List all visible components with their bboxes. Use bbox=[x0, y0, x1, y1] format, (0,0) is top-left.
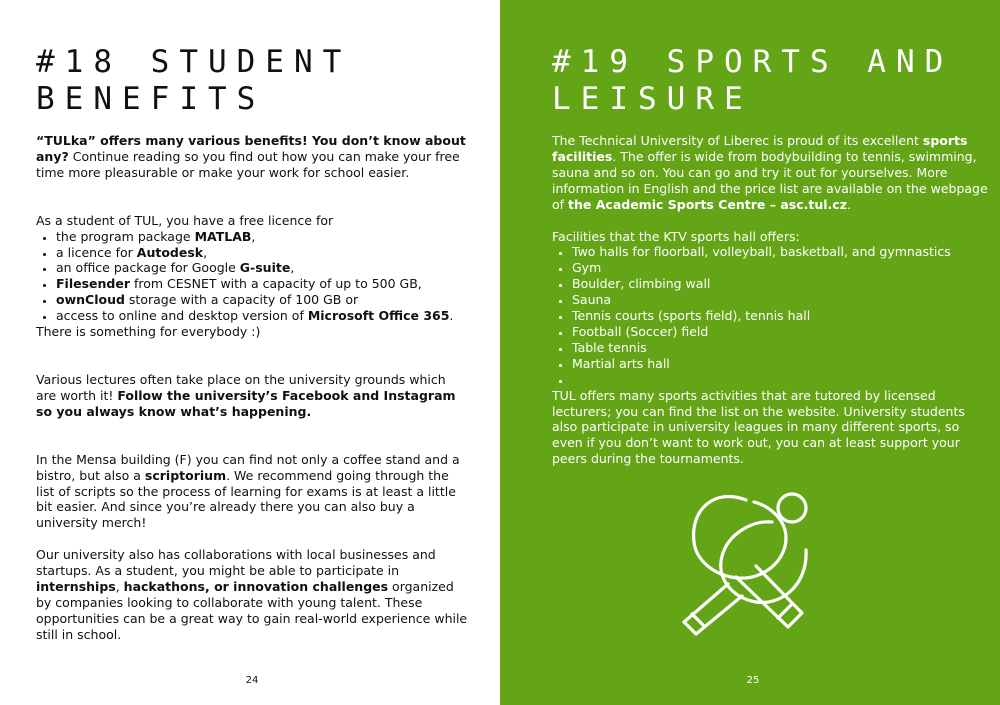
ping-pong-icon bbox=[676, 480, 836, 640]
page-title: #18 STUDENT BENEFITS bbox=[36, 44, 352, 117]
list-item: • access to online and desktop version of Microsoft Office 365. bbox=[56, 308, 468, 324]
intro-bold: “TULka” offers many various benefits! You don’t know about any? bbox=[36, 133, 466, 164]
licence-outro: There is something for everybody :) bbox=[36, 324, 261, 340]
licence-intro: As a student of TUL, you have a free licence for bbox=[36, 212, 334, 228]
page-number: 24 bbox=[245, 675, 259, 686]
intro-paragraph bbox=[36, 133, 468, 181]
intro-text: Continue reading so you find out how you can make your free time more pleasurable or make your work for school easier. bbox=[36, 148, 460, 180]
list-item: • a licence for Autodesk, bbox=[56, 245, 468, 261]
page-body bbox=[552, 133, 988, 467]
licence-list bbox=[36, 229, 468, 324]
list-item: • Boulder, climbing wall bbox=[572, 276, 988, 292]
list-item: • Table tennis bbox=[572, 340, 988, 356]
sports-intro-paragraph: The Technical University of Liberec is proud of its excellent sports facilities. The offer is wide from bodybuilding to tennis, swimming, sauna and so on. You can go and try it out for yourselves. More information in English and the price list are available on the webpage of the Academic Sports Centre – asc.tul.cz. bbox=[552, 133, 988, 212]
list-item: • Martial arts hall bbox=[572, 356, 988, 372]
list-item: • Sauna bbox=[572, 292, 988, 308]
list-item: • Gym bbox=[572, 260, 988, 276]
list-item: • the program package MATLAB, bbox=[56, 229, 468, 245]
lectures-paragraph: Various lectures often take place on the university grounds which are worth it! Follow the university’s Facebook and Instagram so you always know what’s happening. bbox=[36, 371, 456, 419]
collaboration-paragraph: Our university also has collaborations with local businesses and startups. As a student, you might be able to participate in internships, hackathons, or innovation challenges organized by companies looking to collaborate with young talent. These opportunities can be a great way to gain real-world experience while still in school. bbox=[36, 547, 468, 642]
list-item: • ownCloud storage with a capacity of 100 GB or bbox=[56, 292, 468, 308]
list-item: • Two halls for floorball, volleyball, basketball, and gymnastics bbox=[572, 244, 988, 260]
list-item: • an office package for Google G-suite, bbox=[56, 260, 468, 276]
facilities-intro: Facilities that the KTV sports hall offers: bbox=[552, 228, 800, 244]
page-number: 25 bbox=[746, 675, 760, 686]
mensa-paragraph: In the Mensa building (F) you can find not only a coffee stand and a bistro, but also a scriptorium. We recommend going through the list of scripts so the process of learning for exams is at least a little bit easier. And since you’re already there you can also buy a university merch! bbox=[36, 451, 460, 531]
page-body bbox=[36, 133, 468, 643]
page-title: #19 SPORTS AND LEISURE bbox=[552, 44, 954, 117]
list-item bbox=[572, 372, 988, 388]
list-item: • Tennis courts (sports field), tennis hall bbox=[572, 308, 988, 324]
sports-outro-paragraph: TUL offers many sports activities that are tutored by licensed lecturers; you can find the list on the website. University students also participate in university leagues in many different sports, so even if you don’t want to work out, you can at least support your peers during the tournaments. bbox=[552, 387, 965, 467]
list-item: • Filesender from CESNET with a capacity of up to 500 GB, bbox=[56, 276, 468, 292]
page-right bbox=[500, 0, 1000, 705]
facilities-list bbox=[552, 244, 988, 387]
list-item: • Football (Soccer) field bbox=[572, 324, 988, 340]
